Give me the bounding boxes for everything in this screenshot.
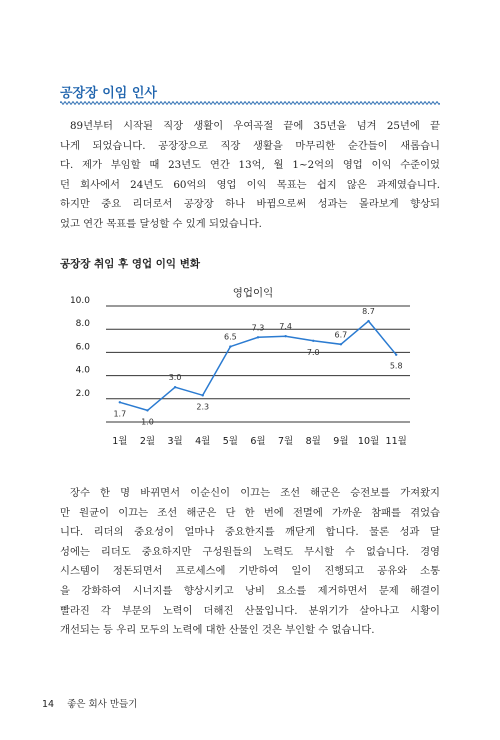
operating-profit-chart (60, 282, 420, 452)
y-tick-label: 6.0 (75, 342, 90, 353)
y-tick-label: 8.0 (75, 319, 90, 330)
paragraph-line: 빨라진 각 부문의 노력이 더해진 산물입니다. 분위기가 살아나고 시황이 (60, 604, 440, 617)
x-tick-label: 8월 (305, 436, 321, 447)
wavy-underline (60, 100, 440, 106)
data-label: 6.7 (334, 330, 348, 340)
y-tick-label: 4.0 (75, 365, 90, 376)
paragraph-line: 개선되는 등 우리 모두의 노력에 대한 산물인 것은 부인할 수 없습니다. (60, 624, 375, 637)
data-label: 7.0 (306, 347, 320, 357)
data-label: 7.3 (251, 323, 265, 333)
paragraph-line: 을 강화하여 시너지를 향상시키고 낭비 요소를 제거하면서 문제 해결이 (60, 584, 440, 597)
data-label: 7.4 (279, 322, 293, 332)
data-label: 8.7 (362, 307, 375, 317)
data-point (257, 336, 259, 338)
paragraph-line: 니다. 리더의 중요성이 얼마나 중요한지를 깨닫게 합니다. 물론 성과 달 (60, 526, 440, 539)
data-point (284, 335, 286, 337)
data-label: 5.8 (389, 361, 403, 371)
x-tick-label: 6월 (250, 436, 266, 447)
x-tick-label: 2월 (139, 436, 156, 447)
data-point (340, 343, 342, 345)
y-tick-label: 10.0 (69, 296, 90, 306)
data-point (119, 401, 121, 403)
page-footer (42, 696, 137, 710)
paragraph-line: 89년부터 시작된 직장 생활이 우여곡절 끝에 35년을 넘겨 25년에 끝 (70, 120, 440, 132)
paragraph-line: 시스템이 정돈되면서 프로세스에 기반하여 일이 진행되고 공유와 소통 (60, 565, 440, 578)
data-label: 2.3 (196, 402, 210, 412)
paragraph-line: 성에는 리더도 중요하지만 구성원들의 노력도 무시할 수 없습니다. 경영 (60, 545, 440, 558)
chart-caption: 공장장 취임 후 영업 이익 변화 (60, 258, 200, 270)
data-point (202, 394, 204, 396)
data-point (174, 386, 176, 388)
data-label: 1.0 (141, 417, 154, 427)
paragraph-line: 하지만 중요 리더로서 공장장 하나 바뀜으로써 성과는 몰라보게 향상되 (60, 198, 440, 211)
paragraph-intro (60, 117, 440, 235)
x-tick-label: 11월 (385, 436, 407, 447)
data-point (367, 320, 369, 322)
x-tick-label: 5월 (222, 436, 238, 447)
series-line (120, 321, 396, 410)
data-point (395, 354, 397, 356)
page-number: 14 (42, 699, 55, 710)
paragraph-conclusion (60, 484, 440, 641)
x-tick-label: 4월 (195, 436, 211, 447)
x-tick-label: 1월 (112, 436, 128, 447)
data-point (312, 340, 314, 342)
x-tick-label: 9월 (333, 436, 349, 447)
x-tick-label: 3월 (167, 436, 183, 447)
book-title: 좋은 회사 만들기 (67, 699, 138, 710)
x-tick-label: 10월 (357, 436, 380, 447)
y-tick-label: 2.0 (75, 388, 90, 399)
paragraph-line: 다. 제가 부임할 때 23년도 연간 13억, 월 1~2억의 영업 이익 수준이었 (60, 159, 440, 172)
data-label: 3.0 (168, 373, 182, 383)
chart-title: 영업이익 (232, 287, 274, 299)
data-label: 1.7 (113, 409, 127, 419)
paragraph-line: 만 원균이 이끄는 조선 해군은 단 한 번에 전멸에 가까운 참패를 겪었습 (60, 506, 440, 519)
paragraph-line: 나게 되었습니다. 공장장으로 직장 생활을 마무리한 순간들이 새롭습니 (60, 139, 440, 152)
section-heading: 공장장 이임 인사 (60, 86, 157, 101)
data-point (229, 345, 231, 347)
paragraph-line: 던 회사에서 24년도 60억의 영업 이익 목표는 쉽지 않은 과제였습니다. (60, 178, 440, 191)
x-tick-label: 7월 (278, 436, 294, 447)
paragraph-line: 었고 연간 목표를 달성할 수 있게 되었습니다. (60, 217, 262, 230)
data-label: 6.5 (223, 332, 237, 342)
paragraph-line: 장수 한 명 바뀌면서 이순신이 이끄는 조선 해군은 승전보를 가져왔지 (70, 487, 440, 499)
data-point (146, 409, 148, 411)
